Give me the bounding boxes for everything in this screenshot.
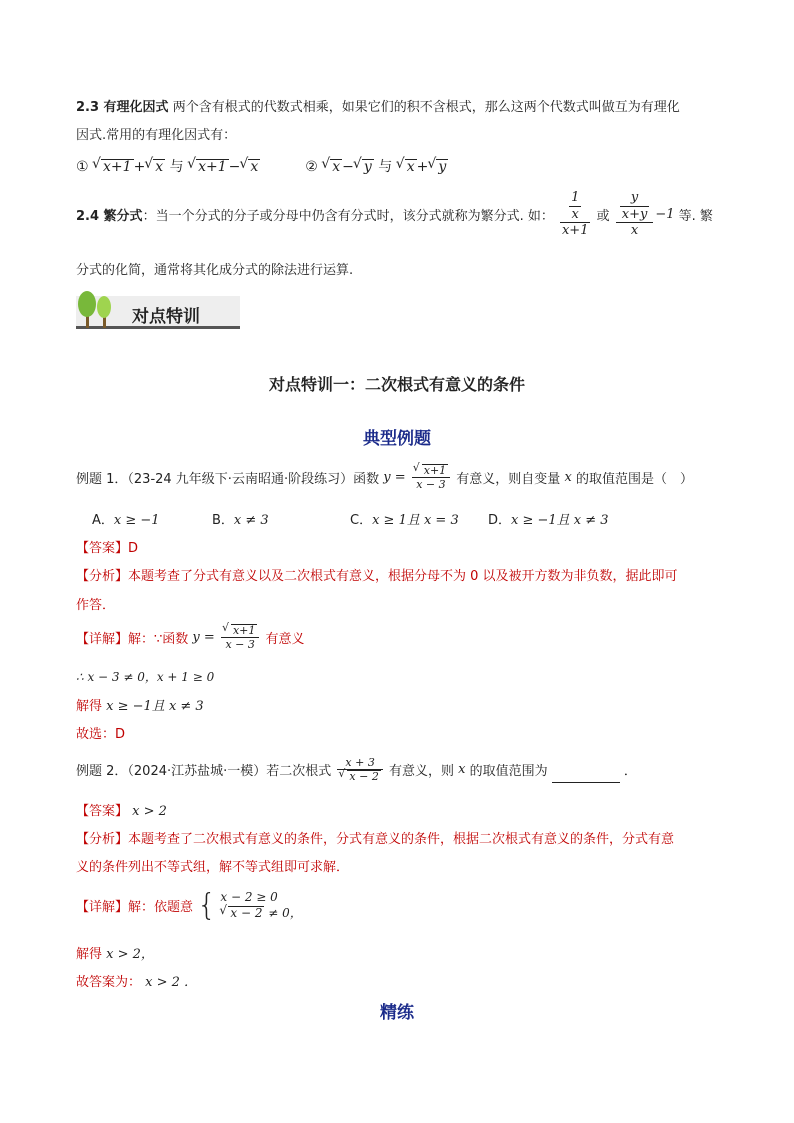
example2-expression: x + 3 √ x − 2: [337, 756, 382, 783]
banner-label: 对点特训: [132, 307, 200, 327]
expr3: √ x −√ y: [322, 159, 374, 175]
example1-analysis-b: 作答．: [76, 598, 116, 613]
option-c: [350, 509, 459, 528]
example2-detail: [76, 888, 302, 932]
option-c-text: x ≥ 1且 x = 3: [372, 513, 459, 528]
complex-fraction-1: $\frac{\frac{1}{x}}{x+1}$: [561, 190, 589, 239]
example2-analysis-a: 【分析】本题考查了二次根式有意义的条件，分式有意义的条件，根据二次根式有意义的条件，分式有意: [76, 832, 675, 847]
system-line1: x − 2 ≥ 0: [220, 890, 278, 904]
expr4: √ x +√ y: [397, 159, 449, 175]
example2-step-label: 解得: [76, 947, 103, 962]
and-word-2: 与: [378, 159, 393, 175]
example1-function: √ $\frac{x+1}{x - 3}$: [412, 464, 450, 491]
rationalizing-examples: [76, 156, 448, 176]
answer-blank[interactable]: [552, 770, 620, 783]
example2-final-math: x > 2 ．: [145, 975, 198, 990]
etc-text: 等. 繁: [678, 208, 713, 224]
option-b: [212, 509, 269, 528]
example1-suffix: 有意义，则自变量: [456, 472, 561, 488]
item2-prefix: ②: [305, 159, 318, 175]
option-b-letter: B．: [212, 513, 234, 528]
example2-final-label: 故答案为：: [76, 975, 142, 990]
option-a-text: x ≥ −1: [113, 513, 160, 528]
example2-answer-label: 【答案】: [76, 804, 129, 819]
section-2-4-label: 2.4 繁分式: [76, 208, 143, 224]
item1-prefix: ①: [76, 159, 89, 175]
example1-step1: ∴ x − 3 ≠ 0，x + 1 ≥ 0: [76, 670, 215, 684]
example1-suffix2: 的取值范围是（ ）: [575, 472, 693, 488]
expr2: √ x+1 −√ x: [188, 159, 260, 175]
example1-detail-prefix: 【详解】解：∵函数: [76, 632, 189, 648]
option-a: [92, 509, 160, 528]
example2-step: [76, 943, 154, 962]
example2-question: 例题 2．（2024·江苏盐城·一模）若二次根式 x + 3 √ x − 2 有意义，则 x 的取值范围为 ．: [76, 756, 637, 783]
example1-choice: 故选：D: [76, 727, 126, 742]
option-d: [488, 509, 609, 528]
example2-final: [76, 971, 197, 990]
section-2-3-line1: [76, 96, 680, 115]
example1-step2-label: 解得: [76, 699, 103, 714]
example1-prefix: 例题 1．（23-24 九年级下·云南昭通·阶段练习）函数: [76, 472, 380, 488]
section-2-3-line2: [76, 124, 236, 143]
example2-step-math: x > 2，: [106, 947, 154, 962]
examples-heading: 典型例题: [363, 429, 431, 449]
example2-suffix: 有意义，则: [388, 764, 454, 780]
example2-detail-prefix: 【详解】解：依题意: [76, 900, 194, 915]
section-2-4-text-a: ：当一个分式的分子或分母中仍含有分式时，该分式就称为繁分式. 如：: [142, 208, 554, 224]
training-banner: [76, 290, 240, 332]
option-c-letter: C．: [350, 513, 373, 528]
section-2-3-text-b: 因式.常用的有理化因式有：: [76, 128, 237, 143]
example2-answer: [76, 800, 167, 819]
example2-period: ．: [623, 764, 637, 780]
section-2-4-line1: 2.4 繁分式：当一个分式的分子或分母中仍含有分式时，该分式就称为繁分式. 如： $\frac{\frac{1}{x}}{x+1}$ 或 $\frac{\frac{y}{x+y}}{x}$ −1 等. 繁: [76, 190, 713, 239]
example2-suffix2: 的取值范围为: [469, 764, 548, 780]
option-d-text: x ≥ −1且 x ≠ 3: [511, 513, 609, 528]
example2-prefix: 例题 2．（2024·江苏盐城·一模）若二次根式: [76, 764, 332, 780]
example1-step2-math: x ≥ −1且 x ≠ 3: [106, 699, 204, 714]
option-b-text: x ≠ 3: [233, 513, 269, 528]
practice-heading: 精练: [380, 1003, 414, 1023]
system-line2: √ x − 2 ≠ 0，: [220, 904, 301, 921]
expr1: √ x+1 +√ x: [93, 159, 165, 175]
example2-analysis-b: 义的条件列出不等式组，解不等式组即可求解．: [76, 860, 350, 875]
section-2-3-text-a: 两个含有根式的代数式相乘，如果它们的积不含根式，那么这两个代数式叫做互为有理化: [168, 100, 680, 115]
example1-detail-suffix: 有意义: [265, 632, 305, 648]
section-2-4-line2: [76, 259, 353, 278]
example1-answer: 【答案】D: [76, 541, 139, 556]
option-a-letter: A．: [92, 513, 114, 528]
example1-analysis-a: 【分析】本题考查了分式有意义以及二次根式有意义，根据分母不为 0 以及被开方数为非负数，据此即可: [76, 569, 678, 584]
option-d-letter: D．: [488, 513, 512, 528]
section-2-4-text-b: 分式的化简，通常将其化成分式的除法进行运算.: [76, 263, 354, 278]
example1-question: 例题 1．（23-24 九年级下·云南昭通·阶段练习）函数 y = √ $\frac{x+1}{x - 3}$ 有意义，则自变量 x 的取值范围是（ ）: [76, 464, 693, 491]
complex-fraction-2: $\frac{\frac{y}{x+y}}{x}$: [616, 190, 654, 239]
and-word-1: 与: [169, 159, 184, 175]
example2-answer-math: x > 2: [132, 804, 167, 819]
section-2-3-label: 2.3 有理化因式: [76, 100, 169, 115]
inequality-system: { x − 2 ≥ 0 √ x − 2 ≠ 0，: [197, 888, 302, 923]
topic-title: 对点特训一：二次根式有意义的条件: [268, 375, 525, 394]
example1-detail-function: √ $\frac{x+1}{x - 3}$: [221, 624, 259, 651]
system-line2-tail: ≠ 0: [264, 906, 290, 920]
example1-detail: 【详解】解：∵函数 y = √ $\frac{x+1}{x - 3}$ 有意义: [76, 624, 305, 651]
or-word: 或: [596, 208, 610, 224]
example1-step2: [76, 695, 204, 714]
